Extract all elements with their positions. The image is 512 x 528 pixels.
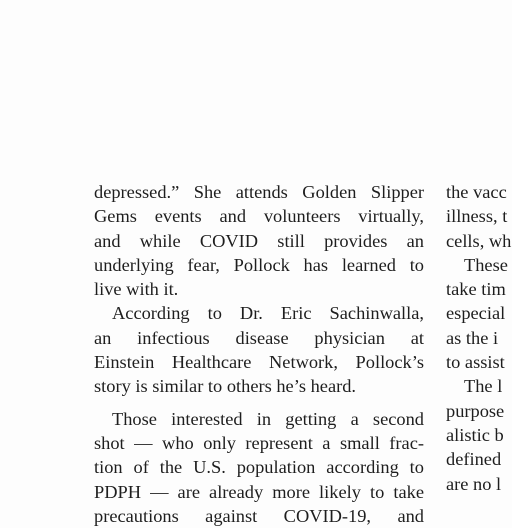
text-line: alistic b (446, 424, 504, 445)
text-line: story is similar to others he’s heard. (94, 376, 357, 397)
paragraph (94, 180, 424, 301)
text-line: shot — who only represent a small frac- (94, 432, 424, 453)
text-line: precautions against COVID-19, and (94, 505, 424, 526)
paragraph-spacer (94, 399, 424, 407)
text-line: depressed.” She attends Golden Slipper (94, 182, 424, 202)
paragraph (94, 407, 424, 528)
text-line: These (464, 254, 508, 275)
text-line: to assist (446, 352, 505, 373)
text-line: underlying fear, Pollock has learned to (94, 254, 424, 275)
text-line: the vacc (446, 182, 507, 202)
text-line: live with it. (94, 279, 179, 300)
text-line: Einstein Healthcare Network, Pollock’s (94, 352, 424, 373)
right-text-column (446, 180, 512, 496)
text-line: and while COVID still provides an (94, 230, 424, 251)
text-line: take tim (446, 279, 506, 300)
text-line: purpose (446, 400, 505, 421)
left-text-column (94, 180, 424, 528)
text-line: illness, t (446, 206, 508, 227)
text-line: The l (464, 376, 503, 397)
text-line: as the i (446, 327, 499, 348)
text-line: PDPH — are already more likely to take (94, 481, 424, 502)
text-line: According to Dr. Eric Sachinwalla, (112, 303, 424, 324)
text-line: especial (446, 303, 506, 324)
paragraph (94, 301, 424, 398)
text-line: Gems events and volunteers virtually, (94, 206, 424, 227)
text-line: cells, wh (446, 230, 512, 251)
text-line: an infectious disease physician at (94, 327, 424, 348)
text-line: are no l (446, 473, 502, 494)
text-line: Those interested in getting a second (112, 408, 424, 429)
text-line: defined (446, 449, 502, 470)
text-line: tion of the U.S. population according to (94, 457, 424, 478)
